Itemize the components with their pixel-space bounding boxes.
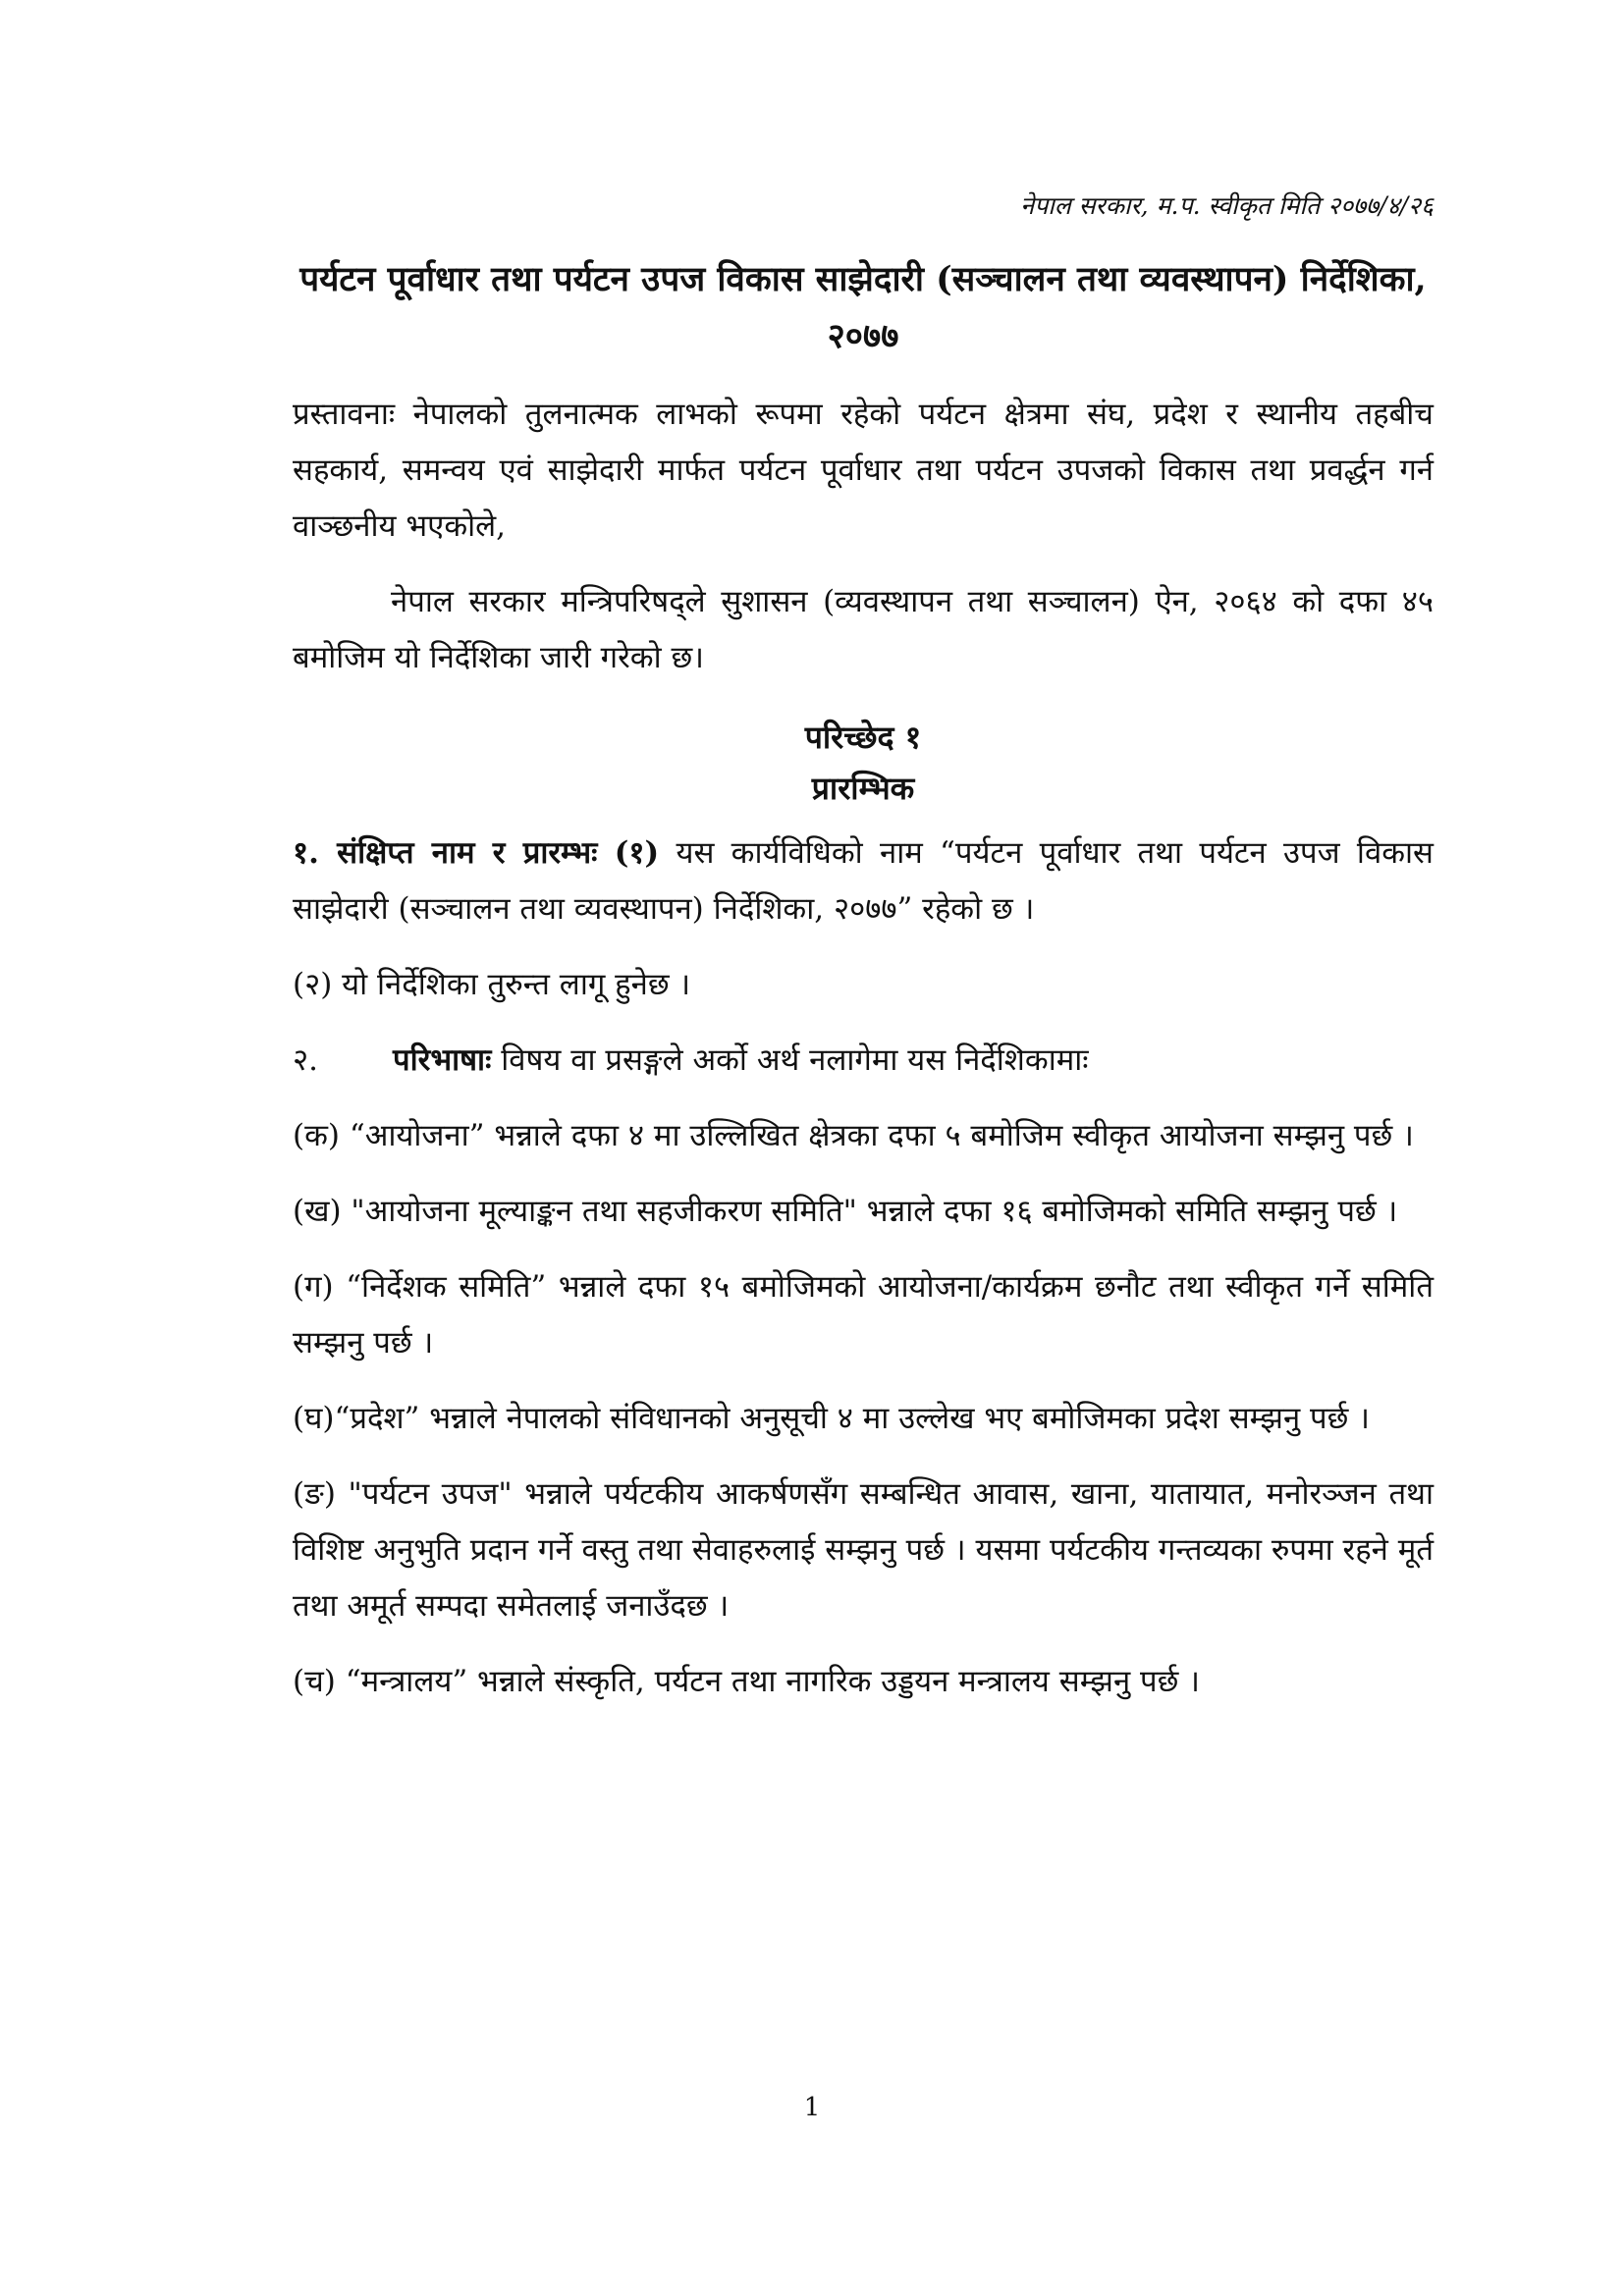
section-2-intro: विषय वा प्रसङ्गले अर्को अर्थ नलागेमा यस निर्देशिकामाः xyxy=(491,1042,1089,1078)
definition-cha: (च) “मन्त्रालय” भन्नाले संस्कृति, पर्यटन तथा नागरिक उड्डयन मन्त्रालय सम्झनु पर्छ । xyxy=(293,1664,1200,1699)
document-title xyxy=(293,251,1434,365)
definition-nga: (ङ) "पर्यटन उपज" भन्नाले पर्यटकीय आकर्षणसँग सम्बन्धित आवास, खाना, यातायात, मनोरञ्जन तथा विशिष्ट अनुभुति प्रदान गर्ने वस्तु तथा सेवाहरुलाई सम्झनु पर्छ । यसमा पर्यटकीय गन्तव्यका रुपमा रहने मूर्त तथा अमूर्त सम्पदा समेतलाई जनाउँदछ । xyxy=(293,1476,1434,1624)
section-2 xyxy=(293,1033,1434,1089)
section-1-sub-1-label: (१) xyxy=(614,835,660,871)
document-page xyxy=(293,187,1434,1730)
title-line-2: २०७७ xyxy=(827,316,899,356)
chapter-title: प्रारम्भिक xyxy=(811,770,915,807)
chapter-number: परिच्छेद १ xyxy=(804,719,922,756)
section-1 xyxy=(293,826,1434,937)
title-line-1: पर्यटन पूर्वाधार तथा पर्यटन उपज विकास साझेदारी (सञ्चालन तथा व्यवस्थापन) निर्देशिका, xyxy=(299,259,1427,299)
page-number: 1 xyxy=(803,2093,821,2122)
section-1-sub-1-text: यस कार्यविधिको नाम “पर्यटन पूर्वाधार तथा पर्यटन उपज विकास साझेदारी (सञ्चालन तथा व्यवस्थापन) निर्देशिका, २०७७” रहेको छ । xyxy=(293,835,1434,927)
definition-ka: (क) “आयोजना” भन्नाले दफा ४ मा उल्लिखित क्षेत्रका दफा ५ बमोजिम स्वीकृत आयोजना सम्झनु पर्छ । xyxy=(293,1118,1414,1153)
approval-note: नेपाल सरकार, म.प. स्वीकृत मिति २०७७/४/२६ xyxy=(1020,191,1434,220)
enactment-statement: नेपाल सरकार मन्त्रिपरिषद्ले सुशासन (व्यवस्थापन तथा सञ्चालन) ऐन, २०६४ को दफा ४५ बमोजिम यो निर्देशिका जारी गरेको छ। xyxy=(293,584,1434,675)
definition-gha: (घ)“प्रदेश” भन्नाले नेपालको संविधानको अनुसूची ४ मा उल्लेख भए बमोजिमका प्रदेश सम्झनु पर्छ । xyxy=(293,1401,1370,1436)
section-2-number: २. xyxy=(293,1042,318,1078)
chapter-heading xyxy=(293,712,1434,814)
section-1-sub-2: (२) यो निर्देशिका तुरुन्त लागू हुनेछ । xyxy=(293,967,691,1002)
preamble: प्रस्तावनाः नेपालको तुलनात्मक लाभको रूपमा रहेको पर्यटन क्षेत्रमा संघ, प्रदेश र स्थानीय तहबीच सहकार्य, समन्वय एवं साझेदारी मार्फत पर्यटन पूर्वाधार तथा पर्यटन उपजको विकास तथा प्रवर्द्धन गर्न वाञ्छनीय भएकोले, xyxy=(293,397,1434,544)
definition-ga: (ग) “निर्देशक समिति” भन्नाले दफा १५ बमोजिमको आयोजना/कार्यक्रम छनौट तथा स्वीकृत गर्ने समिति सम्झनु पर्छ । xyxy=(293,1269,1434,1361)
section-1-heading: १. संक्षिप्त नाम र प्रारम्भः xyxy=(293,835,598,871)
definition-kha: (ख) "आयोजना मूल्याङ्कन तथा सहजीकरण समिति" भन्नाले दफा १६ बमोजिमको समिति सम्झनु पर्छ । xyxy=(293,1194,1398,1229)
section-2-heading: परिभाषाः xyxy=(393,1042,492,1078)
